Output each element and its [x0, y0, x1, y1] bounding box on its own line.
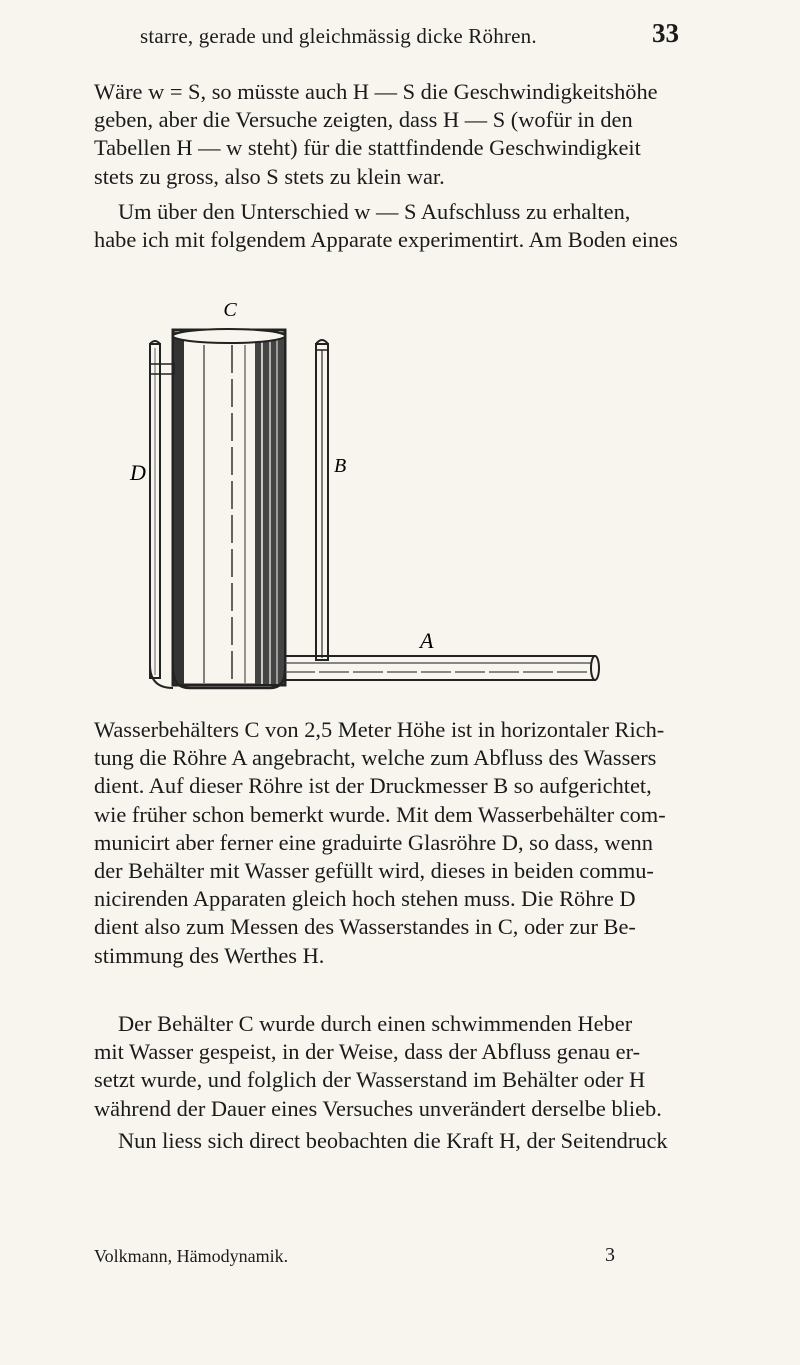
footer-book-title: Volkmann, Hämodynamik.: [94, 1246, 289, 1266]
paragraph-5: [94, 1127, 702, 1155]
text-line: habe ich mit folgendem Apparate experimentirt. Am Boden eines: [94, 227, 678, 253]
apparatus-figure: [120, 300, 640, 705]
page-number: 33: [652, 18, 679, 48]
running-head: starre, gerade und gleichmässig dicke Röhren.: [140, 24, 537, 48]
container-shade-left: [174, 332, 184, 684]
container-rim: [173, 329, 285, 343]
label-c: C: [223, 300, 237, 321]
text-line: Um über den Unterschied w — S Aufschluss zu erhalten,: [118, 199, 631, 224]
text-line: setzt wurde, und folglich der Wasserstand im Behälter oder H: [94, 1067, 646, 1093]
text-line: mit Wasser gespeist, in der Weise, dass der Abfluss genau er-: [94, 1039, 641, 1065]
text-line: dient. Auf dieser Röhre ist der Druckmesser B so aufgerichtet,: [94, 773, 652, 799]
paragraph-3: [94, 716, 702, 970]
text-line: Nun liess sich direct beobachten die Kraft H, der Seitendruck: [118, 1128, 668, 1153]
paragraph-1: [94, 78, 702, 191]
label-a: A: [420, 628, 434, 653]
paragraph-2: [94, 198, 702, 254]
label-b: B: [334, 455, 347, 477]
text-line: Wäre w = S, so müsste auch H — S die Geschwindigkeitshöhe: [94, 79, 658, 104]
tube-a-opening: [591, 656, 599, 680]
text-line: municirt aber ferner eine graduirte Glasröhre D, so dass, wenn: [94, 829, 653, 855]
text-line: tung die Röhre A angebracht, welche zum Abfluss des Wassers: [94, 745, 657, 771]
paragraph-4: [94, 1010, 702, 1123]
text-line: nicirenden Apparaten gleich hoch stehen muss. Die Röhre D: [94, 886, 636, 912]
footer-signature: 3: [605, 1244, 615, 1266]
text-line: Wasserbehälters C von 2,5 Meter Höhe ist in horizontaler Rich-: [94, 717, 665, 742]
text-line: Der Behälter C wurde durch einen schwimmenden Heber: [118, 1011, 633, 1036]
text-line: geben, aber die Versuche zeigten, dass H — S (wofür in den: [94, 107, 633, 133]
tube-a: [285, 656, 595, 680]
text-line: stets zu gross, also S stets zu klein war.: [94, 163, 445, 189]
tube-d-clamp: [150, 364, 174, 374]
text-line: Tabellen H — w steht) für die stattfindende Geschwindigkeit: [94, 135, 641, 161]
text-line: der Behälter mit Wasser gefüllt wird, dieses in beiden commu-: [94, 858, 654, 884]
text-line: stimmung des Werthes H.: [94, 942, 325, 968]
label-d: D: [130, 460, 146, 485]
text-line: dient also zum Messen des Wasserstandes in C, oder zur Be-: [94, 914, 636, 940]
text-line: während der Dauer eines Versuches unverändert derselbe blieb.: [94, 1095, 662, 1121]
text-line: wie früher schon bemerkt wurde. Mit dem Wasserbehälter com-: [94, 801, 666, 827]
